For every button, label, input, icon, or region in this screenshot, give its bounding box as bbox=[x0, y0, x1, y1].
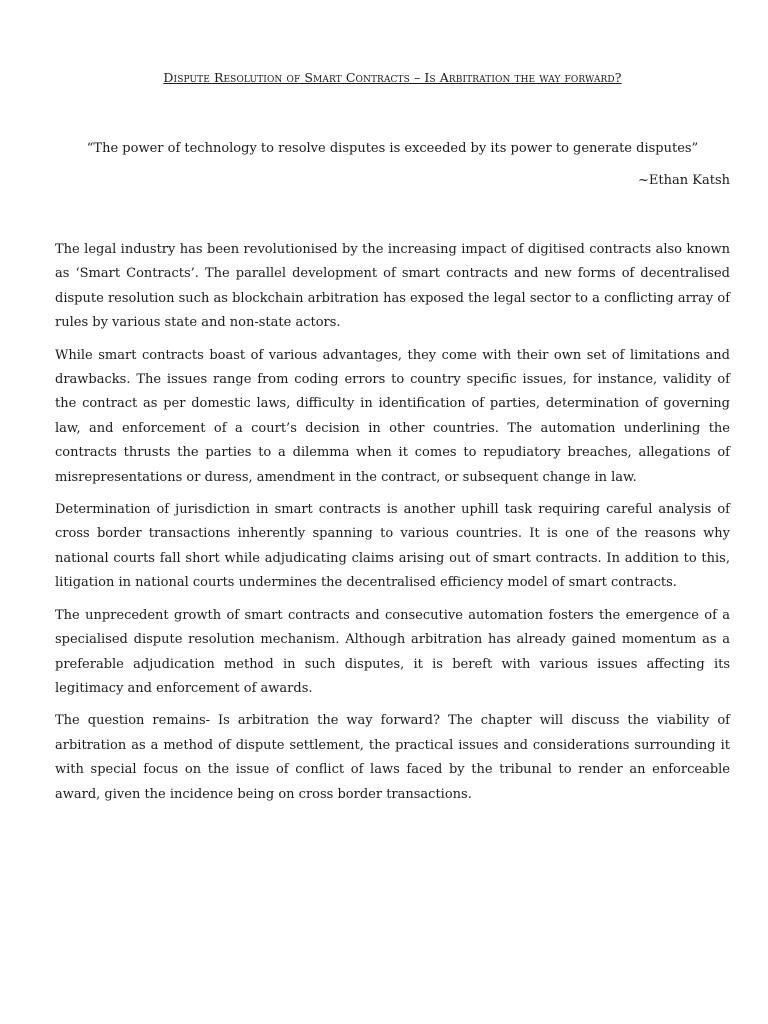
body-paragraph-3: Determination of jurisdiction in smart contracts is another uphill task requiring careful analysis of cross border transactions inherently spanning to various countries. It is one of the reasons why national courts fall short while adjudicating claims arising out of smart contracts. In addition to this, litigation in national courts undermines the decentralised efficiency model of smart contracts. bbox=[55, 502, 730, 591]
body-paragraph-1: The legal industry has been revolutionised by the increasing impact of digitised contracts also known as ‘Smart Contracts’. The parallel development of smart contracts and new forms of decentralised dispute resolution such as blockchain arbitration has exposed the legal sector to a conflicting array of rules by various state and non-state actors. bbox=[55, 242, 730, 331]
epigraph-quote: “The power of technology to resolve disputes is exceeded by its power to generate disputes” bbox=[86, 141, 699, 156]
body-paragraph-2: While smart contracts boast of various advantages, they come with their own set of limitations and drawbacks. The issues range from coding errors to country specific issues, for instance, validity of the contract as per domestic laws, difficulty in identification of parties, determination of governing law, and enforcement of a court’s decision in other countries. The automation underlining the contracts thrusts the parties to a dilemma when it comes to repudiatory breaches, allegations of misrepresentations or duress, amendment in the contract, or subsequent change in law. bbox=[55, 347, 730, 485]
document-title: Dispute Resolution of Smart Contracts – Is Arbitration the way forward? bbox=[163, 70, 622, 85]
body-paragraph-5: The question remains- Is arbitration the way forward? The chapter will discuss the viability of arbitration as a method of dispute settlement, the practical issues and considerations surrounding it with special focus on the issue of conflict of laws faced by the tribunal to render an enforceable award, given the incidence being on cross border transactions. bbox=[55, 713, 730, 802]
epigraph-attribution: ~Ethan Katsh bbox=[638, 173, 730, 188]
body-paragraph-4: The unprecedent growth of smart contracts and consecutive automation fosters the emergence of a specialised dispute resolution mechanism. Although arbitration has already gained momentum as a preferable adjudication method in such disputes, it is bereft with various issues affecting its legitimacy and enforcement of awards. bbox=[55, 607, 730, 696]
